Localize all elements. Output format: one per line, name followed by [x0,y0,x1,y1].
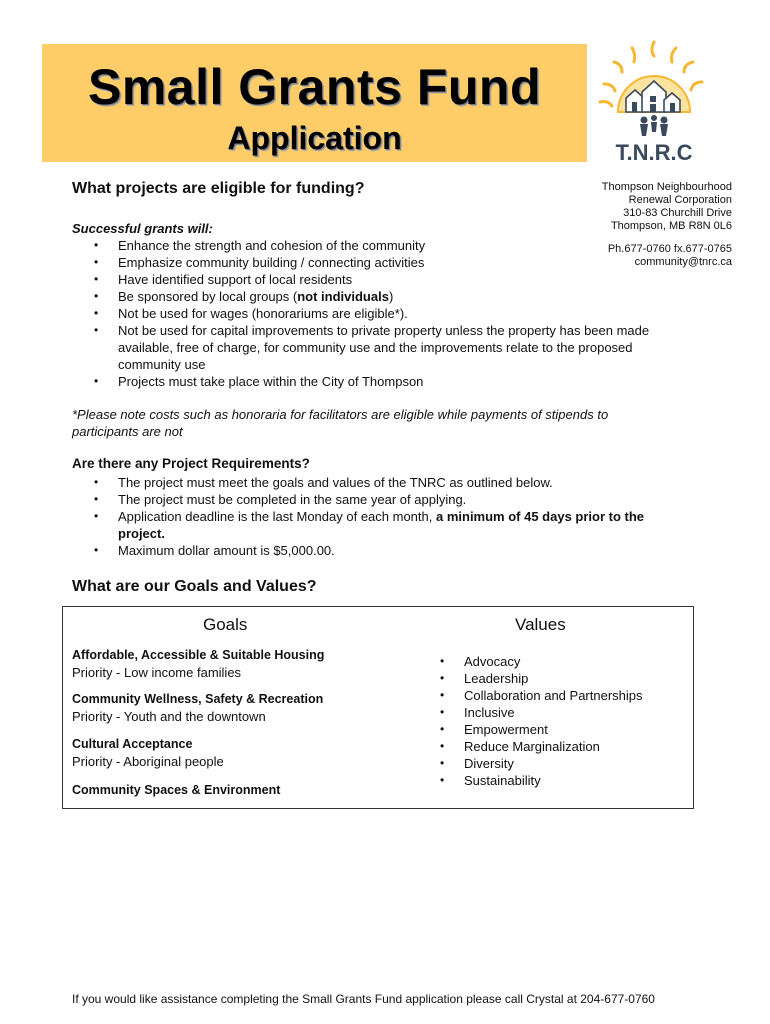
goal-name: Affordable, Accessible & Suitable Housing [72,648,325,662]
goals-values-heading: What are our Goals and Values? [72,578,317,595]
list-item: • Have identified support of local residents [72,271,692,288]
org-name-line1: Thompson Neighbourhood [601,181,732,193]
goal-name: Cultural Acceptance [72,737,193,751]
goal-item [72,782,280,799]
list-item: • Advocacy [418,653,643,670]
list-item: • Not be used for wages (honorariums are eligible*). [72,305,692,322]
list-item: • Leadership [418,670,643,687]
tnrc-logo [592,40,717,165]
list-item: • Diversity [418,755,643,772]
title-banner [42,44,587,162]
goal-item [72,691,323,725]
footer-note: If you would like assistance completing the Small Grants Fund application please call Crystal at 204-677-0760 [72,992,655,1006]
eligibility-note: *Please note costs such as honoraria for facilitators are eligible while payments of stipends to participants are not [72,407,609,439]
list-item: • Be sponsored by local groups (not individuals) [72,288,692,305]
requirements-list [72,474,692,559]
sun-houses-logo-icon [592,40,717,165]
page-title: Small Grants Fund [87,59,541,115]
goal-priority: Priority - Aboriginal people [72,754,224,769]
list-item: • Enhance the strength and cohesion of the community [72,237,692,254]
goal-item [72,736,224,770]
goals-column-title: Goals [203,615,248,634]
eligibility-list [72,237,692,390]
goal-name: Community Wellness, Safety & Recreation [72,692,324,706]
requirements-heading: Are there any Project Requirements? [72,456,310,471]
address-line2: Thompson, MB R8N 0L6 [610,220,732,232]
list-item: • Reduce Marginalization [418,738,643,755]
eligibility-lead: Successful grants will: [72,221,213,236]
logo-text: T.N.R.C [615,140,693,165]
list-item: • Sustainability [418,772,643,789]
goal-name: Community Spaces & Environment [72,783,281,797]
page-subtitle: Application [227,120,402,156]
list-item: • Collaboration and Partnerships [418,687,643,704]
goal-priority: Priority - Youth and the downtown [72,709,266,724]
list-item: • Empowerment [418,721,643,738]
list-item: • The project must meet the goals and values of the TNRC as outlined below. [72,474,692,491]
values-column-title: Values [515,615,566,634]
list-item: • Application deadline is the last Monday of each month, a minimum of 45 days prior to the project. [72,508,692,542]
list-item: • Emphasize community building / connecting activities [72,254,692,271]
list-item: • The project must be completed in the same year of applying. [72,491,692,508]
list-item: • Inclusive [418,704,643,721]
org-name-line2: Renewal Corporation [628,194,732,206]
goal-priority: Priority - Low income families [72,665,242,680]
phone-fax: Ph.677-0760 fx.677-0765 [607,243,732,255]
goals-values-table [62,606,694,809]
goal-item [72,647,324,681]
emphasis-text: a minimum of 45 days prior to the project. [118,509,645,541]
emphasis-text: not individuals [297,289,389,304]
list-item: • Projects must take place within the City of Thompson [72,373,692,390]
values-list [418,653,643,789]
list-item: • Maximum dollar amount is $5,000.00. [72,542,692,559]
eligibility-heading: What projects are eligible for funding? [72,180,365,197]
address-line1: 310-83 Churchill Drive [623,207,732,219]
email-link[interactable]: community@tnrc.ca [634,256,732,268]
list-item: • Not be used for capital improvements to private property unless the property has been made available, free of charge, for community use and the improvements relate to the proposed community use [72,322,692,373]
